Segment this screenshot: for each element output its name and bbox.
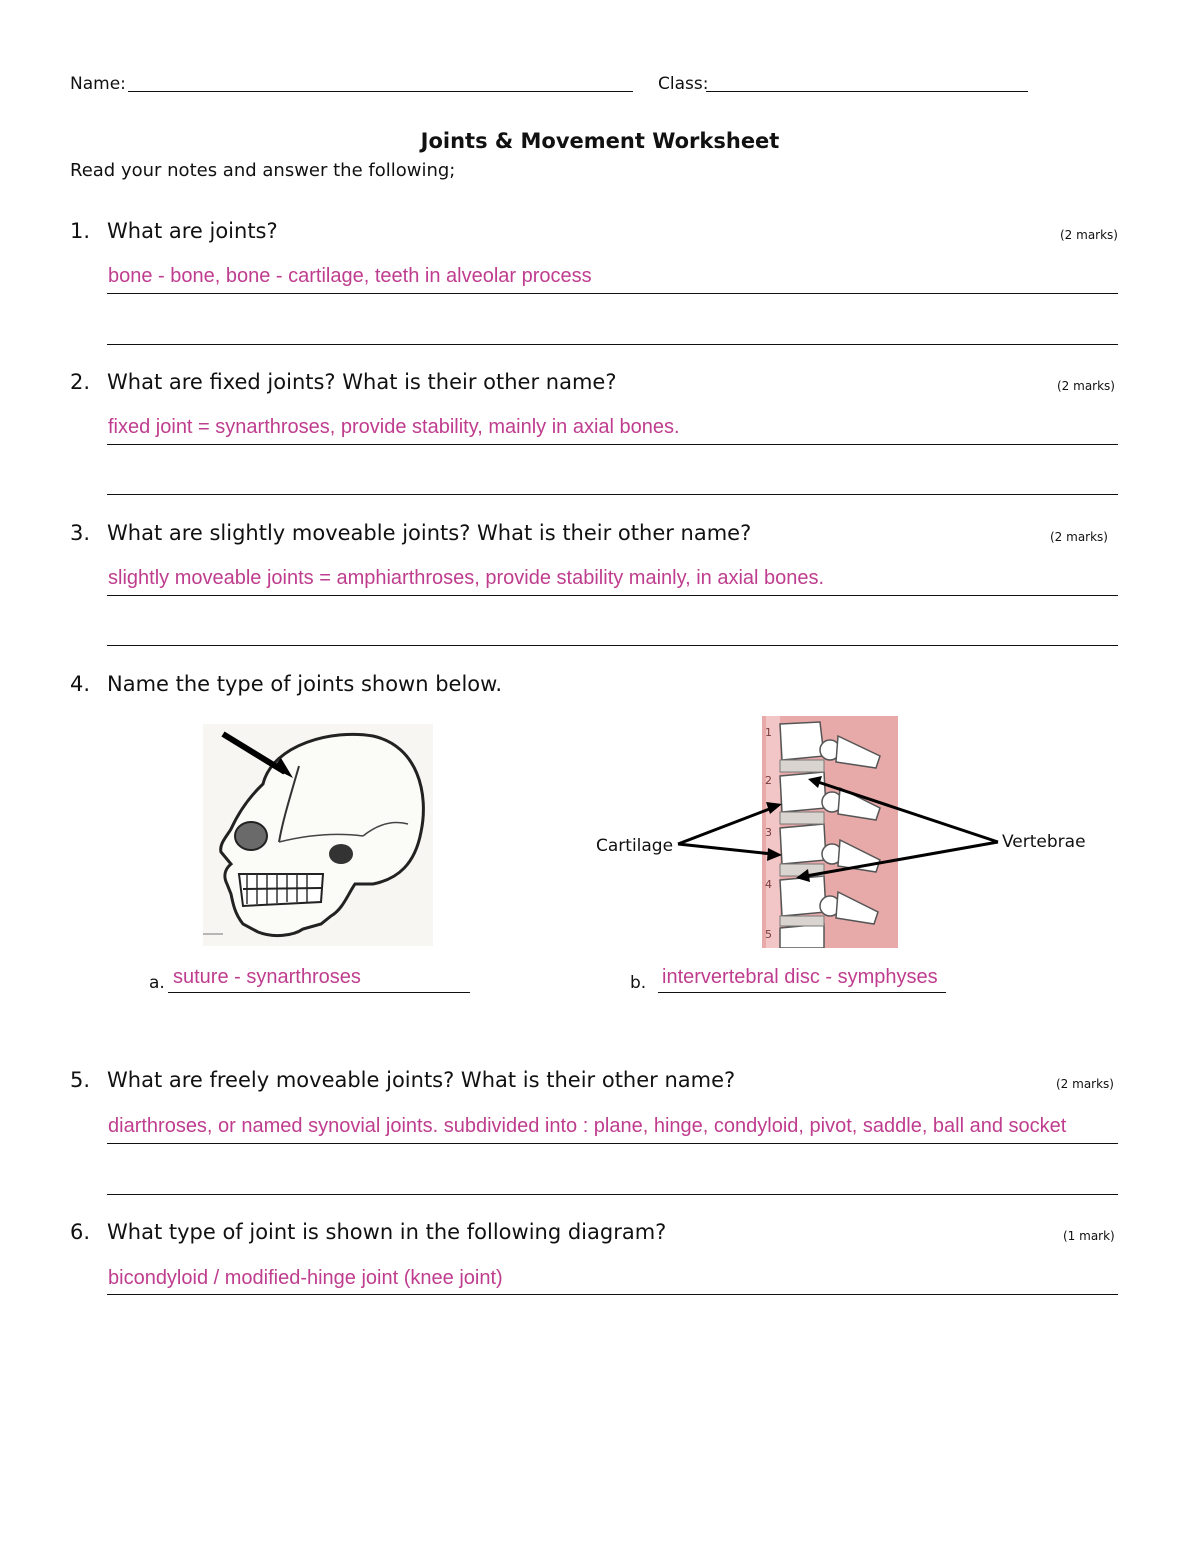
- answer-line[interactable]: [107, 344, 1118, 345]
- question-text: What are slightly moveable joints? What is their other name?: [107, 521, 752, 545]
- question-number: 2.: [70, 370, 91, 394]
- ruler-number: 2: [765, 774, 772, 787]
- ruler-number: 3: [765, 826, 772, 839]
- answer-text: bone - bone, bone - cartilage, teeth in alveolar process: [108, 265, 592, 287]
- marks-label: (2 marks): [1057, 379, 1115, 393]
- figure-a-letter: a.: [149, 973, 165, 993]
- question-text: What are fixed joints? What is their other name?: [107, 370, 617, 394]
- class-field[interactable]: [706, 91, 1028, 92]
- question-text: What type of joint is shown in the following diagram?: [107, 1220, 667, 1244]
- answer-text: slightly moveable joints = amphiarthroses, provide stability mainly, in axial bones.: [108, 567, 825, 589]
- ruler-number: 1: [765, 726, 772, 739]
- answer-line[interactable]: [107, 1143, 1118, 1144]
- answer-text: fixed joint = synarthroses, provide stability, mainly in axial bones.: [108, 416, 680, 438]
- question-number: 3.: [70, 521, 91, 545]
- question-number: 5.: [70, 1068, 91, 1092]
- ruler-number: 4: [765, 878, 772, 891]
- figure-a-answer: suture - synarthroses: [173, 966, 361, 988]
- answer-line[interactable]: [107, 595, 1118, 596]
- class-label: Class:: [658, 74, 709, 94]
- question-text: What are joints?: [107, 219, 278, 243]
- cartilage-label: Cartilage: [596, 836, 674, 856]
- ruler-number: 5: [765, 928, 772, 941]
- answer-line[interactable]: [107, 645, 1118, 646]
- question-text: What are freely moveable joints? What is their other name?: [107, 1068, 736, 1092]
- name-field[interactable]: [128, 91, 633, 92]
- question-number: 6.: [70, 1220, 91, 1244]
- question-text: Name the type of joints shown below.: [107, 672, 503, 696]
- spine-figure: [580, 716, 1100, 948]
- skull-figure: [203, 724, 433, 946]
- question-number: 1.: [70, 219, 91, 243]
- page-title: Joints & Movement Worksheet: [420, 129, 780, 153]
- answer-text: bicondyloid / modified-hinge joint (knee joint): [108, 1267, 503, 1289]
- answer-line[interactable]: [107, 1194, 1118, 1195]
- vertebrae-label: Vertebrae: [1002, 832, 1086, 852]
- figure-b-answer: intervertebral disc - symphyses: [662, 966, 938, 988]
- figure-b-letter: b.: [630, 973, 647, 993]
- figure-a-answer-line[interactable]: [168, 992, 470, 993]
- answer-line[interactable]: [107, 494, 1118, 495]
- answer-line[interactable]: [107, 1294, 1118, 1295]
- name-label: Name:: [70, 74, 126, 94]
- instructions: Read your notes and answer the following;: [70, 160, 456, 181]
- question-number: 4.: [70, 672, 91, 696]
- answer-line[interactable]: [107, 293, 1118, 294]
- answer-line[interactable]: [107, 444, 1118, 445]
- marks-label: (2 marks): [1050, 530, 1108, 544]
- marks-label: (2 marks): [1056, 1077, 1114, 1091]
- marks-label: (2 marks): [1060, 228, 1118, 242]
- figure-b-answer-line[interactable]: [658, 992, 946, 993]
- marks-label: (1 mark): [1063, 1229, 1115, 1243]
- answer-text: diarthroses, or named synovial joints. subdivided into : plane, hinge, condyloid, pivot, saddle, ball and socket: [108, 1115, 1067, 1137]
